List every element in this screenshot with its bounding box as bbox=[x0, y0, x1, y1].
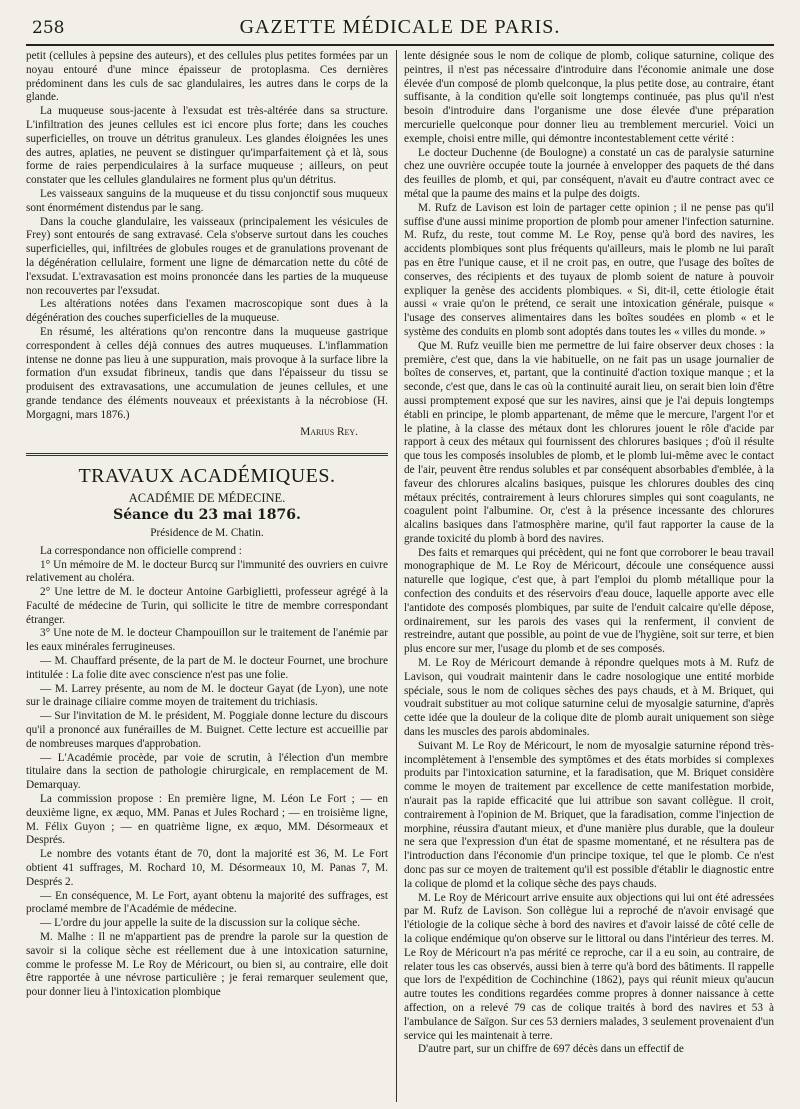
paragraph: Le docteur Duchenne (de Boulogne) a constaté un cas de paralysie saturnine chez une ouvrière occupée toute la journée à envelopper des paquets de thé dans des feuilles de plomb, et qui, par conséquent, n'avait eu d'autre contract avec ce métal que la paume des mains et la pulpe des doigts. bbox=[404, 146, 774, 200]
column-rule bbox=[396, 50, 397, 1102]
author-signature: Marius Rey. bbox=[300, 425, 358, 438]
paragraph: — M. Larrey présente, au nom de M. le docteur Gayat (de Lyon), une note sur le drainage ciliaire comme moyen de traitement du trichiasis. bbox=[26, 682, 388, 709]
paragraph: Les altérations notées dans l'examen macroscopique sont dues à la dégénération des couches superficielles de la muqueuse. bbox=[26, 298, 388, 325]
paragraph: En résumé, les altérations qu'on rencontre dans la muqueuse gastrique correspondent à celles déjà connues des autres muqueuses. L'inflammation intense ne donne pas lieu à une suppuration, mais provoque à la surface libre la formation d'un exsudat fibrineux, tandis que dans l'épaisseur du tissu se produisent des extravasations, une accumulation de jeunes cellules, et une grande tendance des éléments nouveaux et préexistants à la nécrobiose (H. Morgagni, mars 1876.) bbox=[26, 325, 388, 421]
paragraph: lente désignée sous le nom de colique de plomb, colique saturnine, colique des peintres, il n'est pas nécessaire d'introduire dans l'économie animale une dose élevée d'un composé de plomb quelconque, la plus petite dose, au contraire, étant suffisante, à la condition qu'elle soit longtemps continuée, pas plus qu'il n'est besoin d'introduire dans l'organisme une dose élevée d'une préparation mercurielle quelconque pour donner lieu au tremblement mercuriel. Voici un exemple, choisi entre mille, qui démontre incontestablement cette vérité : bbox=[404, 50, 774, 145]
paragraph: La muqueuse sous-jacente à l'exsudat est très-altérée dans sa structure. L'infiltration des jeunes cellules est ici encore plus forte; dans les couches superficielles, on trouve un détritus granuleux. Les glandes éloignées les unes des autres, aplaties, ne peuvent se distinguer qu'imparfaitement çà et là, sous forme de raies perpendiculaires à la surface muqueuse ; ailleurs, on peut constater que les cellules glandulaires ne forment plus qu'un détritus. bbox=[26, 105, 388, 187]
presidence-line: Présidence de M. Chatin. bbox=[150, 526, 264, 539]
paragraph: 3° Une note de M. le docteur Champouillon sur le traitement de l'anémie par les eaux minérales ferrugineuses. bbox=[26, 627, 388, 654]
paragraph: M. Malhe : Il ne m'appartient pas de prendre la parole sur la question de savoir si la colique sèche est réellement due à une intoxication saturnine, comme le professe M. Le Roy de Méricourt, ou bien si, au contraire, elle doit être rapportée à une névrose particulière ; je ferai remarquer seulement que, pour donner lieu à l'intoxication plombique bbox=[26, 931, 388, 999]
session-title: Séance du 23 mai 1876. bbox=[113, 507, 301, 524]
paragraph: La commission propose : En première ligne, M. Léon Le Fort ; — en deuxième ligne, ex æquo, MM. Panas et Jules Rochard ; — en troisième ligne, M. Félix Guyon ; — en quatrième ligne, ex æquo, MM. Désormeaux et Després. bbox=[26, 793, 388, 847]
right-column bbox=[404, 50, 774, 1102]
paragraph: — L'ordre du jour appelle la suite de la discussion sur la colique sèche. bbox=[40, 917, 361, 930]
paragraph: M. Le Roy de Méricourt demande à répondre quelques mots à M. Rufz de Lavison, qui voudrait maintenir dans le cadre nosologique une entité morbide spéciale, sous le nom de coliques sèches des pays chauds, et à M. Briquet, qui voudrait substituer au mot colique saturnine celui de myosalgie saturnine, d'après cette idée que la douleur de la colique dite de plomb aurait uniquement son siège dans les muscles des parois abdominales. bbox=[404, 657, 774, 739]
paragraph: — M. Chauffard présente, de la part de M. le docteur Fournet, une brochure intitulée : La folie dite avec conscience n'est pas une folie. bbox=[26, 655, 388, 681]
journal-title: GAZETTE MÉDICALE DE PARIS. bbox=[239, 16, 561, 38]
paragraph: M. Le Roy de Méricourt arrive ensuite aux objections qui lui ont été adressées par M. Rufz de Lavison. Son collègue lui a reproché de n'avoir envisagé que l'étiologie de la colique sèche à bord des navires et d'avoir laissé de côté celle de la colique endémique qu'on observe sur le littoral ou dans l'intérieur des terres. M. Le Roy de Méricourt n'a pas mérité ce reproche, car il a eu soin, au contraire, de relater tous les cas observés, aussi bien à terre qu'à bord des bâtiments. Il rappelle que lors de l'expédition de Cochinchine (1862), pays qui réunit mieux qu'aucun autre toutes les conditions regardées comme propres à donner naissance à cette affection, on a relevé 79 cas de colique traités à bord des navires et 53 à l'ambulance de Saïgon. Sur ces 53 derniers malades, 3 seulement provenaient d'un service qui les maintenait à terre. bbox=[404, 891, 774, 1042]
paragraph: La correspondance non officielle comprend : bbox=[40, 544, 242, 557]
paragraph: Suivant M. Le Roy de Méricourt, le nom de myosalgie saturnine répond très-incomplètement à l'ensemble des symptômes et des états morbides si complexes produits par l'intoxication saturnine, et la faradisation, que M. Briquet considère comme le moyen de traitement par excellence de cette manifestation morbide, n'aurait pas la rapide efficacité que lui attribue son savant collègue. Il croit, contrairement à l'opinion de M. Briquet, que la faradisation, comme l'injection de morphine, réussira d'autant mieux, et d'une manière plus durable, que la douleur ne sera que l'expression d'un état de spasme momentané, et ne résultera pas de l'introduction dans l'économie d'un principe toxique, tel que le plomb. Ce n'est donc pas sur ce moyen de traitement qu'il est possible d'établir le diagnostic entre la colique de plomd et la colique sèche des pays chauds. bbox=[404, 739, 774, 890]
section-divider bbox=[26, 453, 388, 456]
paragraph: — L'Académie procède, par voie de scrutin, à l'élection d'un membre titulaire dans la section de pathologie chirurgicale, en remplacement de M. Demarquay. bbox=[26, 751, 388, 792]
page-number: 258 bbox=[32, 18, 65, 38]
paragraph: — En conséquence, M. Le Fort, ayant obtenu la majorité des suffrages, est proclamé membre de l'Académie de médecine. bbox=[26, 889, 388, 916]
paragraph: Dans la couche glandulaire, les vaisseaux (principalement les vésicules de Frey) sont entourés de sang extravasé. Cela s'observe surtout dans les couches superficielles, qui, infiltrées de globules rouges et de granulations provenant de la dégénération cellulaire, forment une ligne de démarcation nette du côté de l'exsudat. L'extravasation est moins prononcée dans les parties de la muqueuse non recouvertes par l'exsudat. bbox=[26, 215, 388, 297]
paragraph: Les vaisseaux sanguins de la muqueuse et du tissu conjonctif sous muqueux sont énormément distendus par le sang. bbox=[26, 187, 388, 214]
paragraph: M. Rufz de Lavison est loin de partager cette opinion ; il ne pense pas qu'il suffise d'une aussi minime proportion de plomb pour amener l'infection saturnine. M. Rufz, du reste, tout comme M. Le Roy, pense qu'à bord des navires, les accidents plombiques sont plus fréquents qu'ailleurs, mais le plomb ne lui paraît pas en être l'unique cause, et il ne croit pas, en outre, que l'usage des boîtes de conserves, des récipients et des tuyaux de plomb soient de nature à pouvoir expliquer la genèse des accidents plombiques. « Si, dit-il, cette étiologie était aussi « vraie qu'on le prétend, ce serait une intoxication générale, puisque « l'usage des conserves alimentaires dans les boîtes soudées en plomb « et le système des conduits en plomb sont adoptés dans toutes les « villes du monde. » bbox=[404, 201, 774, 338]
paragraph: — Sur l'invitation de M. le président, M. Poggiale donne lecture du discours qu'il a prononcé aux funérailles de M. Buignet. Cette lecture est accueillie par de nombreuses marques d'approbation. bbox=[26, 710, 388, 750]
paragraph: 2° Une lettre de M. le docteur Antoine Garbiglietti, professeur agrégé à la Faculté de médecine de Turin, qui sollicite le titre de membre correspondant étranger. bbox=[26, 586, 388, 626]
paragraph: Que M. Rufz veuille bien me permettre de lui faire observer deux choses : la première, c'est que, dans la vie habituelle, on ne fait pas un usage journalier de boîtes de conserves, et, partant, que la continuité d'action toxique manque ; et la seconde, c'est que, dans le cas où la continuité aurait lieu, on serait bien loin d'être aussi promptement exposé que sur les navires, ainsi que je l'ai depuis longtemps établi en principe, le plomb appartenant, de même que le mercure, l'argent l'or et le platine, à la classe des métaux dont les chlorures jouent le rôle d'acide par rapport à ceux des métaux qui fournissent des chlorures basiques ; d'où il résulte que tous les composés insolubles de plomb, et le plomb lui-même avec le contact de l'air, peuvent être rendus solubles et par conséquent absorbables d'emblée, à la faveur des chlorures alcalins basiques, puisque les chlorures doubles des cinq métaux précités, contrairement à leurs chlorures simples qui sont coagulants, ne coagulent point l'albumine. Or, c'est à la présence incessante des chlorures alcalins basiques dans l'atmosphère marine, qu'il faut rapporter la cause de la grande toxicité du plomb à bord des navires. bbox=[404, 339, 774, 545]
academy-title: ACADÉMIE DE MÉDECINE. bbox=[128, 491, 286, 506]
section-title: TRAVAUX ACADÉMIQUES. bbox=[78, 465, 336, 488]
paragraph: 1° Un mémoire de M. le docteur Burcq sur l'immunité des ouvriers en cuivre relativement au choléra. bbox=[26, 558, 388, 585]
page-header bbox=[26, 8, 774, 46]
paragraph: D'autre part, sur un chiffre de 697 décès dans un effectif de bbox=[418, 1043, 684, 1056]
left-column bbox=[26, 50, 388, 1100]
paragraph: petit (cellules à pepsine des auteurs), et des cellules plus petites formées par un noyau entouré d'une mince épaisseur de protoplasma. Ces dernières prédominent dans les culs de sac glandulaires, les autres dans le corps de la glande. bbox=[26, 50, 388, 104]
paragraph: Le nombre des votants étant de 70, dont la majorité est 36, M. Le Fort obtient 41 suffrages, M. Rochard 10, M. Désormeaux 10, M. Panas 7, M. Després 2. bbox=[26, 848, 388, 888]
paragraph: Des faits et remarques qui précèdent, qui ne font que corroborer le beau travail monographique de M. Le Roy de Méricourt, découle une conséquence aussi naturelle que logique, c'est que, à part l'emploi du plomb métallique pour la confection des conduits et des réservoirs d'eau douce, laquelle apporte avec elle l'antidote des composés plombiques, par suite de l'enduit calcaire qu'elle dépose, ordinairement, sur les parois des vases qui la renferment, il convient de restreindre, autant que possible, au point de vue de l'hygiène, soit sur terre, et bien plus encore sur mer, l'usage du plomb et de ses composés. bbox=[404, 546, 774, 656]
